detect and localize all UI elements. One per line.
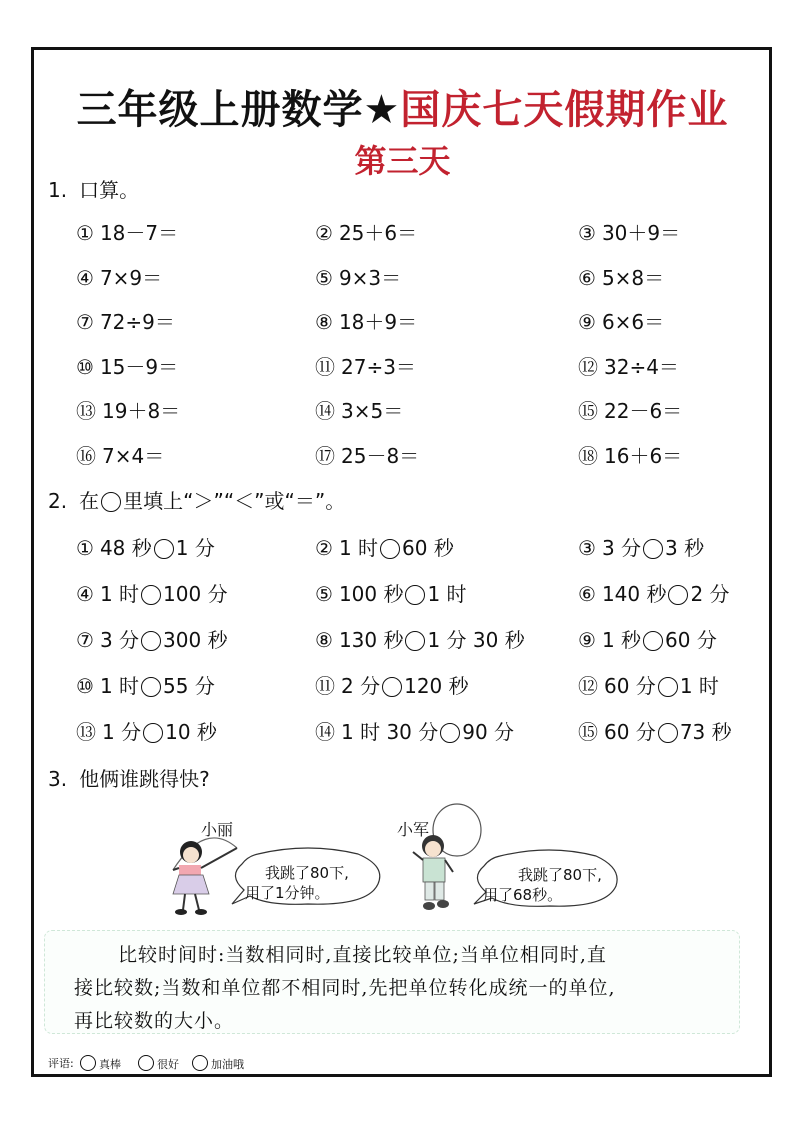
- compare-left: 1 时: [99, 582, 140, 606]
- compare-left: 1 时 30 分: [341, 720, 439, 744]
- oral-calc-item: [315, 351, 416, 380]
- item-number: ⑮: [578, 399, 598, 424]
- compare-item: [76, 670, 215, 699]
- item-number: ⑫: [578, 674, 598, 698]
- oral-calc-item: [578, 262, 664, 291]
- item-number: ⑧: [315, 628, 333, 652]
- compare-right: 100 分: [163, 582, 228, 606]
- item-expression: 72÷9＝: [99, 310, 175, 335]
- item-number: ②: [315, 536, 333, 560]
- section3-heading: [48, 763, 210, 792]
- compare-item: [315, 670, 469, 699]
- answer-circle-icon[interactable]: [643, 539, 663, 559]
- compare-left: 1 秒: [601, 628, 642, 652]
- compare-item: [578, 716, 732, 745]
- item-expression: 3×5＝: [341, 399, 404, 424]
- answer-circle-icon[interactable]: [643, 631, 663, 651]
- girl-name: 小丽: [201, 820, 234, 839]
- compare-right: 90 分: [462, 720, 515, 744]
- item-expression: 7×4＝: [102, 444, 165, 468]
- comment-option-keep-going[interactable]: [192, 1055, 244, 1072]
- item-number: ⑤: [315, 265, 333, 290]
- item-expression: 15－9＝: [99, 354, 179, 379]
- answer-circle-icon[interactable]: [405, 585, 425, 605]
- tip-line1: 比较时间时:当数相同时,直接比较单位;当单位相同时,直: [118, 944, 607, 966]
- answer-circle-icon[interactable]: [658, 677, 678, 697]
- item-number: ⑱: [578, 444, 598, 468]
- answer-circle-icon[interactable]: [658, 723, 678, 743]
- comment-option-good-label: 很好: [157, 1058, 179, 1071]
- compare-right: 2 分: [690, 582, 730, 606]
- comment-option-great[interactable]: [80, 1055, 121, 1072]
- compare-item: [315, 716, 514, 745]
- item-number: ⑩: [76, 354, 94, 379]
- item-expression: 22－6＝: [604, 399, 683, 424]
- compare-item: [76, 624, 228, 653]
- item-number: ⑪: [315, 354, 335, 379]
- section2-title-a: 在: [79, 489, 100, 513]
- compare-right: 55 分: [163, 674, 215, 698]
- item-number: ⑮: [578, 720, 598, 744]
- answer-circle-icon: [101, 492, 121, 512]
- item-expression: 32÷4＝: [604, 354, 679, 379]
- section1-title: 口算。: [79, 178, 140, 202]
- item-number: ④: [76, 582, 94, 606]
- compare-left: 2 分: [341, 674, 381, 698]
- oral-calc-item: [76, 440, 164, 469]
- smile-face-icon: [138, 1055, 154, 1071]
- tip-line2: 接比较数;当数和单位都不相同时,先把单位转化成统一的单位,: [74, 977, 616, 999]
- compare-right: 73 秒: [679, 720, 732, 744]
- item-number: ⑬: [76, 399, 96, 424]
- item-number: ①: [76, 536, 94, 560]
- section1-number: 1.: [48, 178, 68, 202]
- boy-speech-line1: 我跳了80下,: [518, 866, 602, 884]
- item-number: ⑦: [76, 628, 94, 652]
- item-expression: 9×3＝: [338, 265, 402, 290]
- compare-left: 3 分: [99, 628, 140, 652]
- boy-name: 小军: [397, 820, 430, 839]
- item-number: ⑯: [76, 444, 96, 468]
- section2-heading: [48, 485, 345, 514]
- item-number: ⑥: [578, 582, 596, 606]
- item-number: ⑤: [315, 582, 333, 606]
- item-expression: 6×6＝: [601, 310, 665, 335]
- compare-left: 1 分: [102, 720, 142, 744]
- oral-calc-item: [315, 395, 403, 424]
- compare-right: 60 分: [665, 628, 717, 652]
- answer-circle-icon[interactable]: [382, 677, 402, 697]
- item-expression: 30＋9＝: [601, 221, 681, 245]
- item-number: ⑧: [315, 310, 333, 335]
- smile-face-icon: [80, 1055, 96, 1071]
- item-expression: 27÷3＝: [341, 354, 416, 379]
- compare-right: 60 秒: [402, 536, 454, 560]
- compare-left: 1 时: [338, 536, 379, 560]
- oral-calc-item: [76, 351, 178, 380]
- compare-left: 3 分: [601, 536, 642, 560]
- cheer-face-icon: [192, 1055, 208, 1071]
- item-number: ⑬: [76, 720, 96, 744]
- compare-item: [315, 578, 467, 607]
- answer-circle-icon[interactable]: [143, 723, 163, 743]
- item-number: ⑥: [578, 265, 596, 290]
- item-expression: 25－8＝: [341, 444, 420, 468]
- compare-item: [578, 578, 730, 607]
- compare-item: [315, 532, 454, 561]
- answer-circle-icon[interactable]: [141, 677, 161, 697]
- compare-left: 140 秒: [601, 582, 667, 606]
- oral-calc-item: [578, 217, 680, 246]
- compare-left: 48 秒: [99, 536, 152, 560]
- compare-left: 60 分: [604, 674, 656, 698]
- compare-right: 3 秒: [665, 536, 705, 560]
- compare-item: [578, 624, 717, 653]
- tip-line3: 再比较数的大小。: [74, 1010, 235, 1032]
- item-number: ⑨: [578, 628, 596, 652]
- item-number: ②: [315, 221, 333, 245]
- oral-calc-item: [315, 217, 417, 246]
- item-expression: 19＋8＝: [102, 399, 181, 424]
- item-number: ③: [578, 536, 596, 560]
- item-number: ③: [578, 221, 596, 245]
- oral-calc-item: [76, 217, 178, 246]
- section3-number: 3.: [48, 767, 68, 791]
- girl-speech-line1: 我跳了80下,: [265, 864, 349, 882]
- girl-speech-line2: 用了1分钟。: [245, 884, 330, 902]
- item-number: ⑰: [315, 444, 335, 468]
- compare-item: [76, 532, 215, 561]
- page-border: [31, 47, 772, 1077]
- item-expression: 5×8＝: [601, 265, 665, 290]
- item-number: ⑦: [76, 310, 94, 335]
- compare-item: [578, 532, 704, 561]
- compare-right: 1 分: [175, 536, 215, 560]
- compare-right: 120 秒: [404, 674, 469, 698]
- compare-left: 100 秒: [338, 582, 404, 606]
- oral-calc-item: [578, 306, 664, 335]
- oral-calc-item: [76, 262, 162, 291]
- item-number: ①: [76, 221, 94, 245]
- item-number: ⑩: [76, 674, 94, 698]
- comment-option-great-label: 真棒: [99, 1058, 121, 1071]
- comment-option-keep-going-label: 加油哦: [211, 1058, 244, 1071]
- item-expression: 25＋6＝: [338, 221, 418, 245]
- answer-circle-icon[interactable]: [141, 631, 161, 651]
- item-number: ⑭: [315, 720, 335, 744]
- compare-item: [315, 624, 525, 653]
- boy-speech-line2: 用了68秒。: [483, 886, 563, 904]
- oral-calc-item: [578, 351, 679, 380]
- item-number: ⑫: [578, 354, 598, 379]
- oral-calc-item: [578, 395, 682, 424]
- compare-left: 60 分: [604, 720, 656, 744]
- answer-circle-icon[interactable]: [668, 585, 688, 605]
- compare-left: 130 秒: [338, 628, 404, 652]
- compare-right: 1 时: [427, 582, 467, 606]
- item-expression: 18－7＝: [99, 221, 179, 245]
- comment-label: 评语:: [48, 1057, 74, 1070]
- item-expression: 18＋9＝: [338, 310, 418, 335]
- answer-circle-icon[interactable]: [141, 585, 161, 605]
- oral-calc-item: [315, 262, 401, 291]
- compare-right: 300 秒: [163, 628, 228, 652]
- item-number: ④: [76, 265, 94, 290]
- answer-circle-icon[interactable]: [440, 723, 460, 743]
- compare-right: 10 秒: [165, 720, 217, 744]
- compare-left: 1 时: [99, 674, 140, 698]
- compare-item: [76, 716, 217, 745]
- answer-circle-icon[interactable]: [154, 539, 174, 559]
- page-title: [0, 78, 805, 135]
- section2-title-b: 里填上“＞”“＜”或“＝”。: [123, 489, 346, 513]
- oral-calc-item: [315, 440, 419, 469]
- title-grade: 三年级上册数学★: [76, 87, 401, 133]
- compare-item: [578, 670, 719, 699]
- item-number: ⑨: [578, 310, 596, 335]
- section3-title: 他俩谁跳得快?: [79, 767, 210, 791]
- oral-calc-item: [76, 306, 175, 335]
- compare-item: [76, 578, 228, 607]
- compare-right: 1 分 30 秒: [427, 628, 525, 652]
- answer-circle-icon[interactable]: [405, 631, 425, 651]
- section1-heading: [48, 174, 139, 203]
- item-expression: 7×9＝: [99, 265, 163, 290]
- item-number: ⑭: [315, 399, 335, 424]
- section2-number: 2.: [48, 489, 68, 513]
- compare-right: 1 时: [679, 674, 719, 698]
- oral-calc-item: [578, 440, 682, 469]
- comment-option-good[interactable]: [138, 1055, 179, 1072]
- item-expression: 16＋6＝: [604, 444, 683, 468]
- oral-calc-item: [315, 306, 417, 335]
- answer-circle-icon[interactable]: [380, 539, 400, 559]
- item-number: ⑪: [315, 674, 335, 698]
- title-holiday: 国庆七天假期作业: [400, 87, 729, 133]
- oral-calc-item: [76, 395, 180, 424]
- day-subtitle: 第三天: [354, 142, 451, 180]
